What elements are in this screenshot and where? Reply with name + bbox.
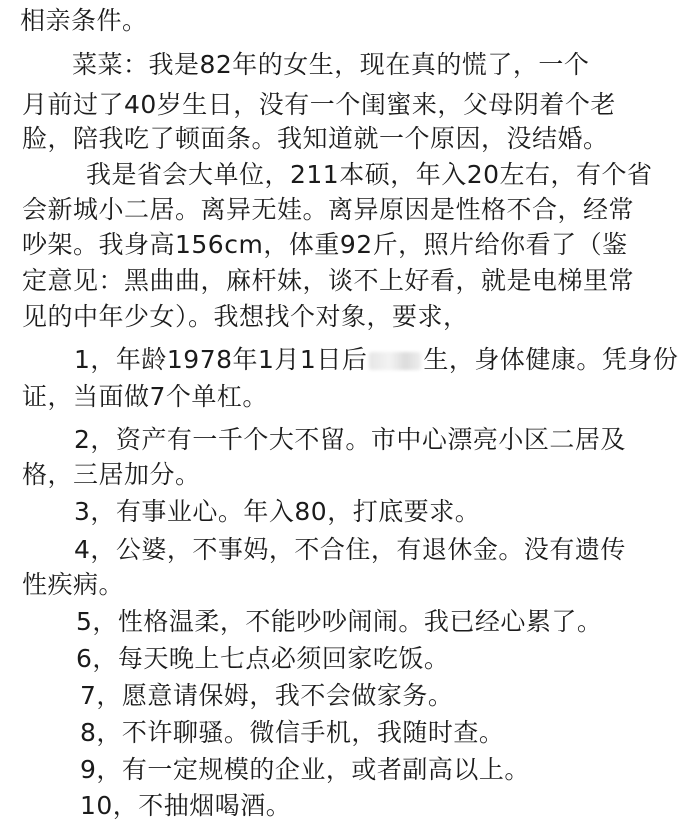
requirement-9: 9，有一定规模的企业，或者副高以上。	[80, 755, 530, 784]
intro-line-3: 脸，陪我吃了顿面条。我知道就一个原因，没结婚。	[22, 124, 609, 153]
requirement-1-continued: 证，当面做7个单杠。	[22, 382, 268, 411]
requirement-3: 3，有事业心。年入80，打底要求。	[74, 497, 481, 526]
intro-line-2: 月前过了40岁生日，没有一个闺蜜来，父母阴着个老	[22, 90, 616, 119]
requirement-10: 10，不抽烟喝酒。	[80, 791, 292, 820]
background-line-4: 定意见：黑曲曲，麻杆妹，谈不上好看，就是电梯里常	[22, 266, 635, 295]
requirement-8: 8，不许聊骚。微信手机，我随时查。	[80, 718, 505, 747]
requirement-4-continued: 性疾病。	[22, 570, 125, 599]
blurred-text-region	[369, 352, 421, 370]
requirement-7: 7，愿意请保姆，我不会做家务。	[80, 681, 454, 710]
requirement-6: 6，每天晚上七点必须回家吃饭。	[76, 644, 450, 673]
requirement-4: 4，公婆，不事妈，不合住，有退休金。没有遗传	[74, 535, 626, 564]
requirement-1-part-b: 生，身体健康。凭身份	[423, 345, 679, 374]
background-line-2: 会新城小二居。离异无娃。离异原因是性格不合，经常	[22, 195, 635, 224]
title-line: 相亲条件。	[20, 6, 148, 35]
requirement-1-part-a: 1，年龄1978年1月1日后	[74, 345, 368, 374]
requirement-5: 5，性格温柔，不能吵吵闹闹。我已经心累了。	[76, 607, 603, 636]
requirement-2: 2，资产有一千个大不留。市中心漂亮小区二居及	[74, 425, 626, 454]
intro-line-1: 菜菜：我是82年的女生，现在真的慌了，一个	[72, 50, 590, 79]
background-line-5: 见的中年少女）。我想找个对象，要求，	[22, 302, 469, 331]
requirement-2-continued: 格，三居加分。	[22, 460, 201, 489]
background-line-1: 我是省会大单位，211本硕，年入20左右，有个省	[86, 160, 653, 189]
background-line-3: 吵架。我身高156cm，体重92斤，照片给你看了（鉴	[22, 230, 628, 259]
requirement-1	[74, 343, 690, 377]
